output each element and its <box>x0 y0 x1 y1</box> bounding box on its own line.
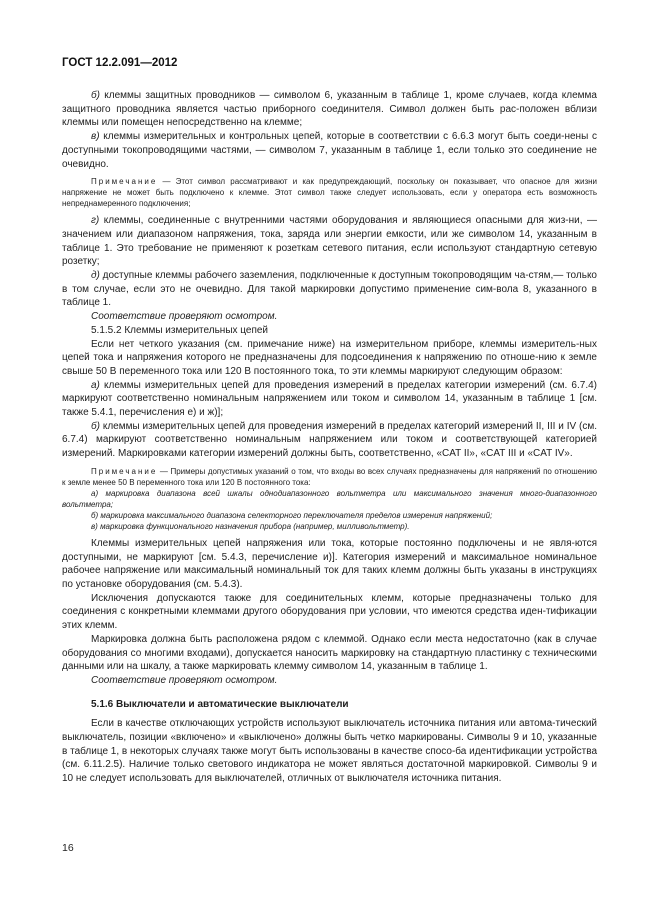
paragraph-marking-location: Маркировка должна быть расположена рядом с клеммой. Однако если места недостаточно (как в случае оборудования со многими входами), допускается наносить маркировку на стандартную пластинку с техническими данными или на шкалу, а также маркировать клемму символом 14, указанным в таблице 1. <box>62 633 597 673</box>
paragraph-text: клеммы измерительных и контрольных цепей, которые в соответствии с 6.6.3 могут быть соеди-нены с доступными токопроводящими частями, — символом 7, указанным в таблице 1, если только это соединение не очевидно. <box>62 131 597 170</box>
note-2 <box>62 466 597 532</box>
paragraph-text: клеммы, соединенные с внутренними частями оборудования и являющиеся опасными для жиз-ни, — значением или диапазоном напряжения, тока, заряда или энергии емкости, или же символом 14, указанным в таблице 1. Это требование не применяют к розеткам сетевого питания, если используют стандартную сетевую розетку; <box>62 215 597 268</box>
note-label: Примечание <box>91 177 158 187</box>
paragraph-exceptions: Исключения допускаются также для соединительных клемм, которые предназначены только для соединения с конкретными клеммами другого оборудования при условии, что имеются средства иден-тификации этих клемм. <box>62 592 597 632</box>
note-text: — Примеры допустимых указаний о том, что входы во всех случаях предназначены для напряжений по отношению к земле менее 50 В переменного тока или 120 В постоянного тока: <box>62 466 597 487</box>
item-label: д) <box>91 270 100 282</box>
note-2-item-b: б) маркировка максимального диапазона селекторного переключателя пределов измерения напряжений; <box>91 510 493 520</box>
paragraph-item-b2 <box>62 420 597 461</box>
item-label: б) <box>91 420 100 432</box>
paragraph-permanent-terminals: Клеммы измерительных цепей напряжения или тока, которые постоянно подключены и не явля-ются доступными, не маркируют [см. 5.4.3, перечисление и)]. Категория измерений и максимальное номинальное рабочее напряжение или максимальный номинальный ток для таких клемм должны быть указаны в инструкциях по установке оборудования (см. 5.4.3). <box>62 537 597 590</box>
item-label: а) <box>91 379 100 391</box>
item-label: г) <box>91 215 100 227</box>
subsection-heading: 5.1.5.2 Клеммы измерительных цепей <box>91 324 269 336</box>
note-2-item-a: а) маркировка диапазона всей шкалы однодиапазонного вольтметра или максимального значения много-диапазонного вольтметра; <box>62 488 597 509</box>
note-1 <box>62 176 597 209</box>
compliance-check-1: Соответствие проверяют осмотром. <box>91 311 278 323</box>
item-label: б) <box>91 90 100 101</box>
paragraph-item-a <box>62 379 597 420</box>
page-number: 16 <box>62 842 74 854</box>
paragraph-switches: Если в качестве отключающих устройств используют выключатель источника питания или автома-тический выключатель, позиции «включено» и «выключено» должны быть четко маркированы. Символы 9 и 10, указанные в таблице 1, в некоторых случаях также могут быть использованы в качестве спосо-ба идентификации устройства (см. 6.11.2.5). Наличие только светового индикатора не может являться достаточной маркировкой. Символы 9 и 10 не следует использовать для выключателей, отличных от выключателя источника питания. <box>62 718 597 785</box>
document-body <box>62 89 597 786</box>
note-label: Примечание <box>91 466 158 476</box>
note-2-item-c: в) маркировка функционального назначения прибора (например, милливольтметр). <box>91 521 410 531</box>
section-heading: 5.1.6 Выключатели и автоматические выключатели <box>91 698 349 710</box>
item-label: в) <box>91 131 100 143</box>
compliance-check-2: Соответствие проверяют осмотром. <box>91 674 278 686</box>
note-2-intro <box>62 466 597 488</box>
paragraph-text: клеммы измерительных цепей для проведения измерений в пределах категорий измерений II, III и IV (см. 6.7.4) маркируют соответственно номинальным напряжением или током и соответствующей категорией измерений. Маркировками категории измерений должны быть, соответственно, «CAT II», «CAT III и «CAT IV». <box>62 420 597 460</box>
paragraph-item-g <box>62 214 597 269</box>
paragraph-item-v <box>62 130 597 171</box>
paragraph-text: доступные клеммы рабочего заземления, подключенные к доступным токопроводящим ча-стям,— только в том случае, если это не очевидно. Для такой маркировки допустимо применение сим-вола 8, указанного в таблице 1. <box>62 270 597 309</box>
paragraph-measuring-terminals: Если нет четкого указания (см. примечание ниже) на измерительном приборе, клеммы измеритель-ных цепей тока и напряжения которого не предназначены для подсоединения к напряжению по отноше-нию к земле свыше 50 В переменного тока или 120 В постоянного тока, то эти клеммы маркируют следующим образом: <box>62 338 597 377</box>
document-code-header: ГОСТ 12.2.091—2012 <box>62 57 178 69</box>
paragraph-item-b <box>62 89 597 130</box>
note-text: — Этот символ рассматривают и как предупреждающий, поскольку он показывает, что опасное для жизни напряжение не может быть подключено к клемме. Этот символ также следует использовать, если у оператора есть возможность непреднамеренного подключения; <box>62 177 597 209</box>
paragraph-text: клеммы измерительных цепей для проведения измерений в пределах категории измерений (см. 6.7.4) маркируют соответственно номинальным напряжением или током и символом 14, указанным в таблице 1 [см. также 5.4.1, перечисления е) и ж)]; <box>62 379 597 419</box>
paragraph-item-d <box>62 269 597 310</box>
paragraph-text: клеммы защитных проводников — символом 6, указанным в таблице 1, кроме случаев, когда клемма защитного проводника является частью приборного соединителя. Символ должен быть рас-положен вблизи клеммы или помещен непосредственно на клемме; <box>62 90 597 129</box>
